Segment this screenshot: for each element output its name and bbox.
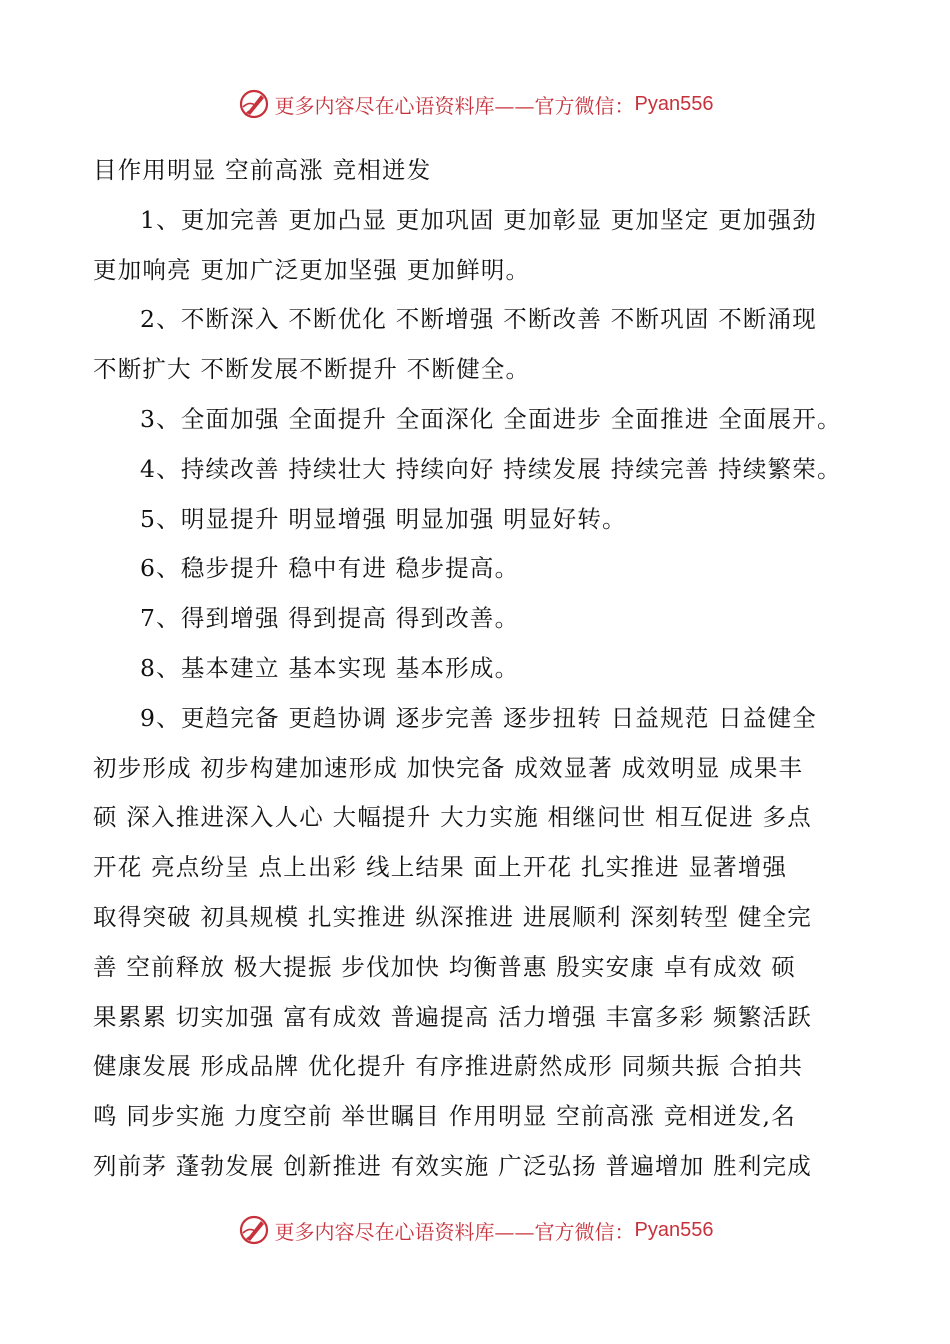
text-line: 不断扩大 不断发展不断提升 不断健全。 [93,355,531,384]
pen-logo-icon [237,1213,271,1247]
list-item-4: 4、持续改善 持续壮大 持续向好 持续发展 持续完善 持续繁荣。 [140,454,842,483]
text-line: 硕 深入推进深入人心 大幅提升 大力实施 相继问世 相互促进 多点 [93,803,812,832]
text-line: 列前茅 蓬勃发展 创新推进 有效实施 广泛弘扬 普遍增加 胜利完成 [93,1151,812,1180]
text-line: 目作用明显 空前高涨 竞相迸发 [93,156,432,184]
list-item-1: 1、更加完善 更加凸显 更加巩固 更加彰显 更加坚定 更加强劲 [140,205,818,234]
list-item-7: 7、得到增强 得到提高 得到改善。 [140,604,520,633]
list-item-2: 2、不断深入 不断优化 不断增强 不断改善 不断巩固 不断涌现 [140,305,818,334]
watermark-wechat-id: Pyan556 [634,92,714,115]
text-line: 鸣 同步实施 力度空前 举世瞩目 作用明显 空前高涨 竞相迸发,名 [93,1102,796,1131]
list-item-9: 9、更趋完备 更趋协调 逐步完善 逐步扭转 日益规范 日益健全 [140,703,818,732]
watermark-banner-top [0,82,950,126]
watermark-wechat-id: Pyan556 [634,1218,714,1241]
text-line: 初步形成 初步构建加速形成 加快完备 成效显著 成效明显 成果丰 [93,753,804,782]
text-line: 健康发展 形成品牌 优化提升 有序推进蔚然成形 同频共振 合拍共 [93,1052,804,1081]
pen-logo-icon [237,87,271,121]
watermark-banner-bottom [0,1208,950,1252]
text-line: 果累累 切实加强 富有成效 普遍提高 活力增强 丰富多彩 频繁活跃 [93,1002,812,1031]
text-line: 取得突破 初具规模 扎实推进 纵深推进 进展顺利 深刻转型 健全完 [93,902,812,931]
text-line: 开花 亮点纷呈 点上出彩 线上结果 面上开花 扎实推进 显著增强 [93,853,788,882]
watermark-site-text: 更多内容尽在心语资料库——官方微信： [274,93,635,118]
text-line: 更加响亮 更加广泛更加坚强 更加鲜明。 [93,255,531,284]
list-item-8: 8、基本建立 基本实现 基本形成。 [140,653,520,682]
list-item-3: 3、全面加强 全面提升 全面深化 全面进步 全面推进 全面展开。 [140,404,842,433]
list-item-6: 6、稳步提升 稳中有进 稳步提高。 [140,554,520,583]
text-line: 善 空前释放 极大提振 步伐加快 均衡普惠 殷实安康 卓有成效 硕 [93,952,796,981]
document-body [93,146,863,1192]
list-item-5: 5、明显提升 明显增强 明显加强 明显好转。 [140,504,627,533]
watermark-site-text: 更多内容尽在心语资料库——官方微信： [274,1219,635,1244]
